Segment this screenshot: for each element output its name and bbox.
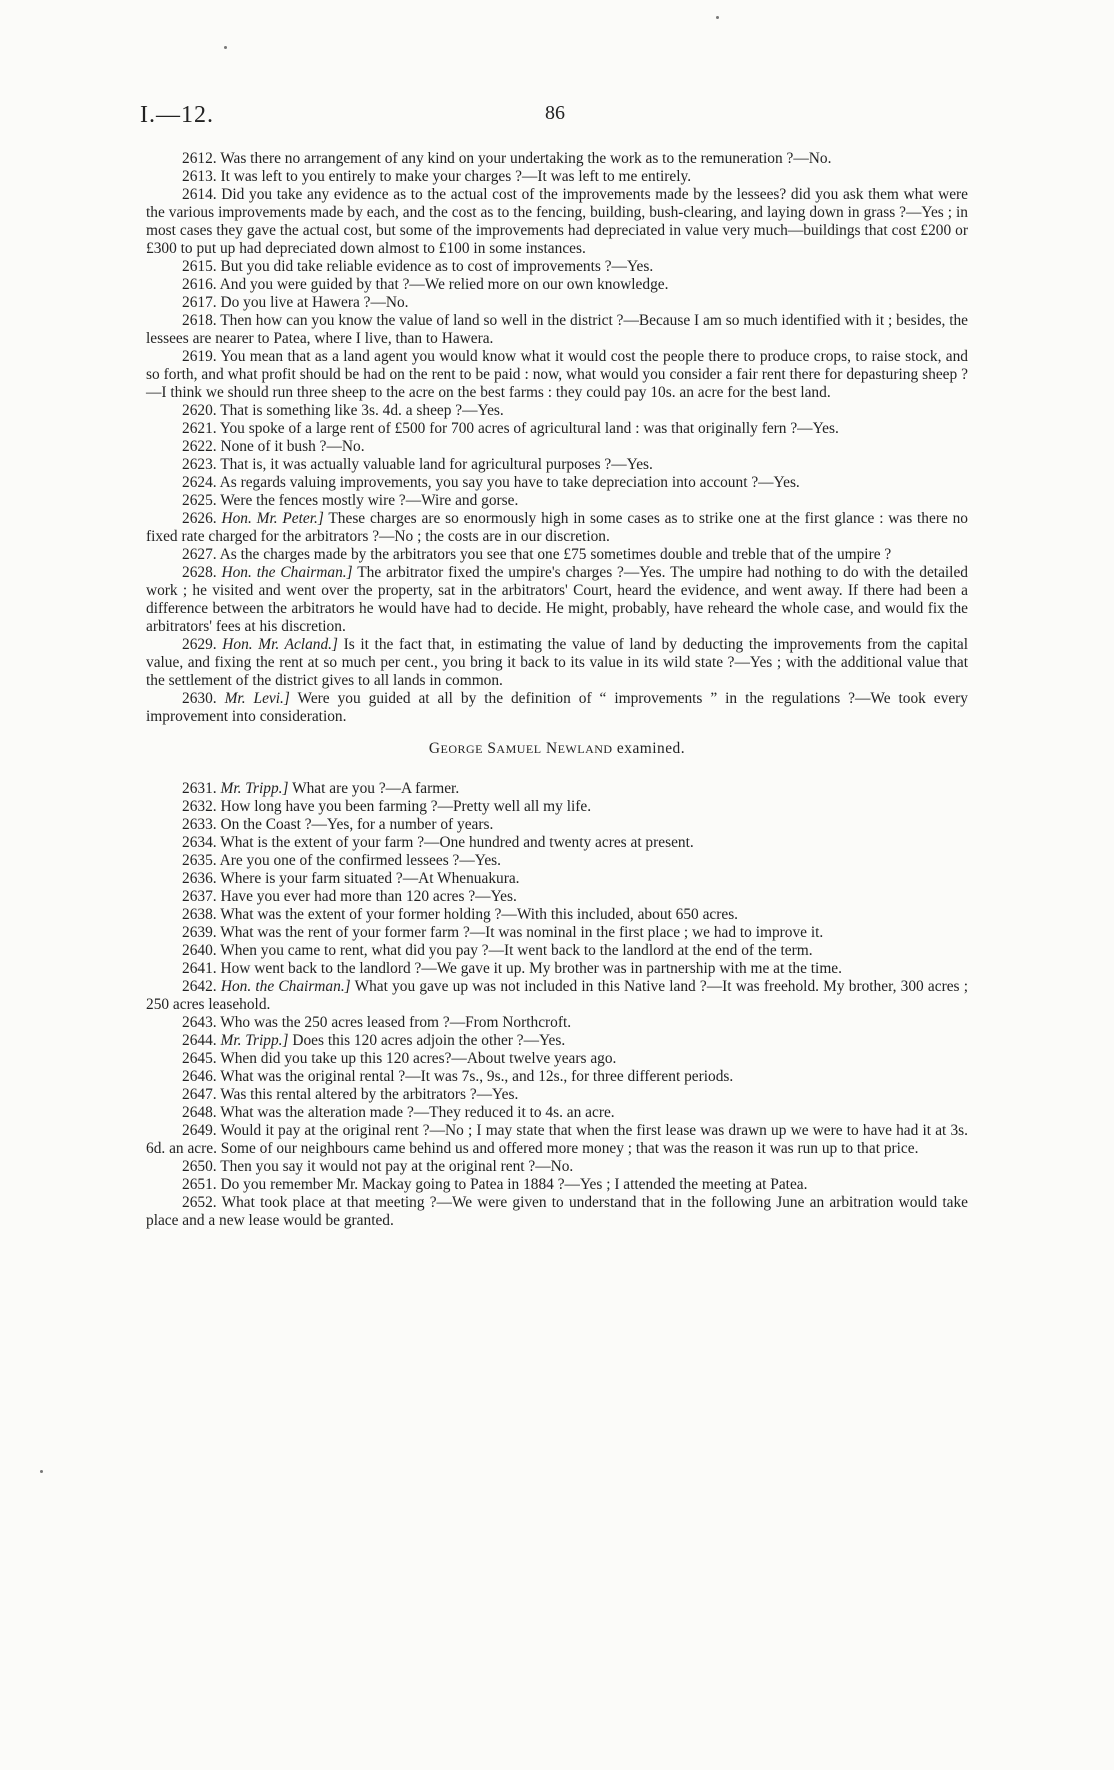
testimony-paragraph (146, 870, 968, 888)
question-number: 2623. (182, 456, 217, 473)
question-number: 2652. (182, 1194, 217, 1211)
testimony-paragraph (146, 474, 968, 492)
testimony-text: Were you guided at all by the definition of “ improvements ” in the regulations ?—We took every improvement into consideration. (146, 690, 968, 725)
testimony-text: What you gave up was not included in this Native land ?—It was freehold. My brother, 300 acres ; 250 acres leasehold. (146, 978, 968, 1013)
question-number: 2628. (182, 564, 217, 581)
testimony-text: Did you take any evidence as to the actual cost of the improvements made by the lessees? did you ask them what were the various improvements made by each, and the cost as to the fencing, building, bush-clearing, and laying down in grass ?—Yes ; in most cases they gave the actual cost, but some of the improvements had depreciated in value very much—buildings that cost £200 or £300 to put up had depreciated down almost to £100 in some instances. (146, 186, 968, 257)
testimony-paragraph (146, 1158, 968, 1176)
question-number: 2635. (182, 852, 217, 869)
testimony-section-2 (146, 780, 968, 1230)
testimony-text: What was the rent of your former farm ?—It was nominal in the first place ; we had to improve it. (216, 924, 824, 941)
name-rest: EWLAND (557, 742, 613, 756)
speaker-name: Hon. Mr. Peter.] (221, 510, 324, 527)
question-number: 2629. (182, 636, 217, 653)
question-number: 2617. (182, 294, 217, 311)
question-number: 2631. (182, 780, 217, 797)
page-header (140, 102, 970, 132)
testimony-paragraph (146, 276, 968, 294)
testimony-paragraph (146, 1176, 968, 1194)
testimony-text: Then you say it would not pay at the original rent ?—No. (216, 1158, 574, 1175)
testimony-text: How long have you been farming ?—Pretty well all my life. (216, 798, 592, 815)
testimony-paragraph (146, 348, 968, 402)
testimony-text: Is it the fact that, in estimating the value of land by deducting the improvements from the capital value, and fixing the rent at so much per cent., you bring it back to its value in its wild state ?—Yes ; with the additional value that the settlement of the district gives to all lands in common. (146, 636, 968, 689)
question-number: 2614. (182, 186, 217, 203)
testimony-paragraph (146, 150, 968, 168)
question-number: 2642. (182, 978, 217, 995)
question-number: 2636. (182, 870, 217, 887)
testimony-paragraph (146, 492, 968, 510)
testimony-text: Where is your farm situated ?—At Whenuakura. (216, 870, 520, 887)
testimony-text: Are you one of the confirmed lessees ?—Yes. (216, 852, 502, 869)
testimony-paragraph (146, 1194, 968, 1230)
testimony-text: It was left to you entirely to make your charges ?—It was left to me entirely. (216, 168, 692, 185)
witness-name (429, 740, 617, 757)
question-number: 2643. (182, 1014, 217, 1031)
question-number: 2639. (182, 924, 217, 941)
testimony-paragraph (146, 546, 968, 564)
question-number: 2621. (182, 420, 217, 437)
witness-heading-suffix: examined. (616, 740, 686, 757)
testimony-paragraph (146, 636, 968, 690)
testimony-paragraph (146, 978, 968, 1014)
testimony-paragraph (146, 564, 968, 636)
speaker-name: Hon. the Chairman.] (221, 564, 353, 581)
testimony-text: What was the alteration made ?—They reduced it to 4s. an acre. (216, 1104, 615, 1121)
testimony-text: But you did take reliable evidence as to cost of improvements ?—Yes. (216, 258, 654, 275)
question-number: 2640. (182, 942, 217, 959)
testimony-text: And you were guided by that ?—We relied more on our own knowledge. (216, 276, 669, 293)
testimony-text: The arbitrator fixed the umpire's charges ?—Yes. The umpire had nothing to do with the detailed work ; he visited and went over the property, sat in the arbitrators' Court, heard the evidence, and went away. If there had been a difference between the arbitrators he would have had to decide. He might, probably, have reheard the whole case, and would fix the arbitrators' fees at his discretion. (146, 564, 968, 635)
testimony-paragraph (146, 258, 968, 276)
testimony-text: Do you remember Mr. Mackay going to Patea in 1884 ?—Yes ; I attended the meeting at Patea. (216, 1176, 808, 1193)
name-rest: EORGE (440, 742, 483, 756)
testimony-text: None of it bush ?—No. (216, 438, 365, 455)
question-number: 2644. (182, 1032, 217, 1049)
testimony-paragraph (146, 942, 968, 960)
testimony-paragraph (146, 816, 968, 834)
testimony-paragraph (146, 294, 968, 312)
question-number: 2645. (182, 1050, 217, 1067)
testimony-paragraph (146, 906, 968, 924)
testimony-paragraph (146, 852, 968, 870)
question-number: 2641. (182, 960, 217, 977)
testimony-paragraph (146, 1104, 968, 1122)
testimony-text: What are you ?—A farmer. (288, 780, 460, 797)
question-number: 2634. (182, 834, 217, 851)
speaker-name: Mr. Tripp.] (220, 780, 289, 797)
testimony-text: Do you live at Hawera ?—No. (216, 294, 409, 311)
testimony-paragraph (146, 168, 968, 186)
question-number: 2632. (182, 798, 217, 815)
testimony-paragraph (146, 402, 968, 420)
document-body (146, 150, 968, 1230)
name-rest: AMUEL (496, 742, 542, 756)
question-number: 2638. (182, 906, 217, 923)
testimony-paragraph (146, 924, 968, 942)
testimony-text: What took place at that meeting ?—We were given to understand that in the following June an arbitration would take place and a new lease would be granted. (146, 1194, 968, 1229)
testimony-text: How went back to the landlord ?—We gave it up. My brother was in partnership with me at the time. (216, 960, 842, 977)
speaker-name: Hon. the Chairman.] (220, 978, 351, 995)
testimony-text: Was this rental altered by the arbitrators ?—Yes. (216, 1086, 519, 1103)
testimony-paragraph (146, 438, 968, 456)
testimony-text: These charges are so enormously high in some cases as to strike one at the first glance : was there no fixed rate charged for the arbitrators ?—No ; the costs are in our discretion. (146, 510, 968, 545)
question-number: 2627. (182, 546, 217, 563)
testimony-text: That is, it was actually valuable land for agricultural purposes ?—Yes. (216, 456, 653, 473)
question-number: 2637. (182, 888, 217, 905)
testimony-section-1 (146, 150, 968, 726)
document-reference: I.—12. (140, 102, 214, 128)
testimony-text: As the charges made by the arbitrators you see that one £75 sometimes double and treble that of the umpire ? (216, 546, 892, 563)
question-number: 2616. (182, 276, 217, 293)
testimony-paragraph (146, 312, 968, 348)
question-number: 2619. (182, 348, 217, 365)
testimony-text: When did you take up this 120 acres?—About twelve years ago. (216, 1050, 617, 1067)
testimony-paragraph (146, 960, 968, 978)
testimony-paragraph (146, 780, 968, 798)
testimony-paragraph (146, 1086, 968, 1104)
testimony-text: Were the fences mostly wire ?—Wire and gorse. (216, 492, 519, 509)
speaker-name: Mr. Tripp.] (220, 1032, 289, 1049)
page-number: 86 (545, 102, 565, 124)
testimony-text: Have you ever had more than 120 acres ?—Yes. (216, 888, 517, 905)
question-number: 2626. (182, 510, 217, 527)
question-number: 2648. (182, 1104, 217, 1121)
question-number: 2620. (182, 402, 217, 419)
question-number: 2650. (182, 1158, 217, 1175)
testimony-text: Does this 120 acres adjoin the other ?—Yes. (288, 1032, 566, 1049)
speck-mark (716, 16, 719, 19)
testimony-text: Was there no arrangement of any kind on your undertaking the work as to the remuneration ?—No. (216, 150, 832, 167)
question-number: 2649. (182, 1122, 217, 1139)
question-number: 2618. (182, 312, 217, 329)
testimony-paragraph (146, 1032, 968, 1050)
testimony-paragraph (146, 690, 968, 726)
testimony-paragraph (146, 888, 968, 906)
question-number: 2647. (182, 1086, 217, 1103)
speaker-name: Hon. Mr. Acland.] (222, 636, 338, 653)
testimony-text: You spoke of a large rent of £500 for 700 acres of agricultural land : was that originally fern ?—Yes. (216, 420, 839, 437)
testimony-paragraph (146, 1014, 968, 1032)
question-number: 2612. (182, 150, 217, 167)
testimony-paragraph (146, 1122, 968, 1158)
speaker-name: Mr. Levi.] (224, 690, 290, 707)
question-number: 2622. (182, 438, 217, 455)
speck-mark (224, 46, 227, 49)
testimony-text: What is the extent of your farm ?—One hundred and twenty acres at present. (216, 834, 694, 851)
testimony-paragraph (146, 834, 968, 852)
testimony-paragraph (146, 1050, 968, 1068)
question-number: 2625. (182, 492, 217, 509)
question-number: 2651. (182, 1176, 217, 1193)
question-number: 2646. (182, 1068, 217, 1085)
name-initial: S (487, 740, 497, 757)
question-number: 2624. (182, 474, 217, 491)
testimony-text: Would it pay at the original rent ?—No ; I may state that when the first lease was drawn up we were to have had it at 3s. 6d. an acre. Some of our neighbours came behind us and offered more money ; that was the reason it was run up to that price. (146, 1122, 968, 1157)
testimony-text: Then how can you know the value of land so well in the district ?—Because I am so much identified with it ; besides, the lessees are nearer to Patea, where I live, than to Hawera. (146, 312, 968, 347)
testimony-paragraph (146, 798, 968, 816)
question-number: 2633. (182, 816, 217, 833)
testimony-text: As regards valuing improvements, you say you have to take depreciation into account ?—Yes. (216, 474, 800, 491)
testimony-paragraph (146, 186, 968, 258)
question-number: 2630. (182, 690, 217, 707)
speck-mark (40, 1470, 43, 1473)
testimony-text: That is something like 3s. 4d. a sheep ?—Yes. (216, 402, 504, 419)
testimony-paragraph (146, 456, 968, 474)
name-initial: N (545, 740, 558, 757)
testimony-text: You mean that as a land agent you would know what it would cost the people there to produce crops, to raise stock, and so forth, and what profit should be had on the rent to be paid : now, what would you consider a fair rent there for depasturing sheep ?—I think we should run three sheep to the acre on the best farms : they could pay 10s. an acre for the best land. (146, 348, 968, 401)
testimony-text: When you came to rent, what did you pay ?—It went back to the landlord at the end of the term. (216, 942, 813, 959)
name-initial: G (428, 740, 441, 757)
testimony-text: On the Coast ?—Yes, for a number of years. (216, 816, 494, 833)
testimony-paragraph (146, 1068, 968, 1086)
testimony-text: What was the original rental ?—It was 7s., 9s., and 12s., for three different periods. (216, 1068, 734, 1085)
testimony-paragraph (146, 420, 968, 438)
testimony-paragraph (146, 510, 968, 546)
witness-heading (146, 740, 968, 758)
testimony-text: What was the extent of your former holding ?—With this included, about 650 acres. (216, 906, 739, 923)
testimony-text: Who was the 250 acres leased from ?—From Northcroft. (216, 1014, 572, 1031)
question-number: 2613. (182, 168, 217, 185)
question-number: 2615. (182, 258, 217, 275)
